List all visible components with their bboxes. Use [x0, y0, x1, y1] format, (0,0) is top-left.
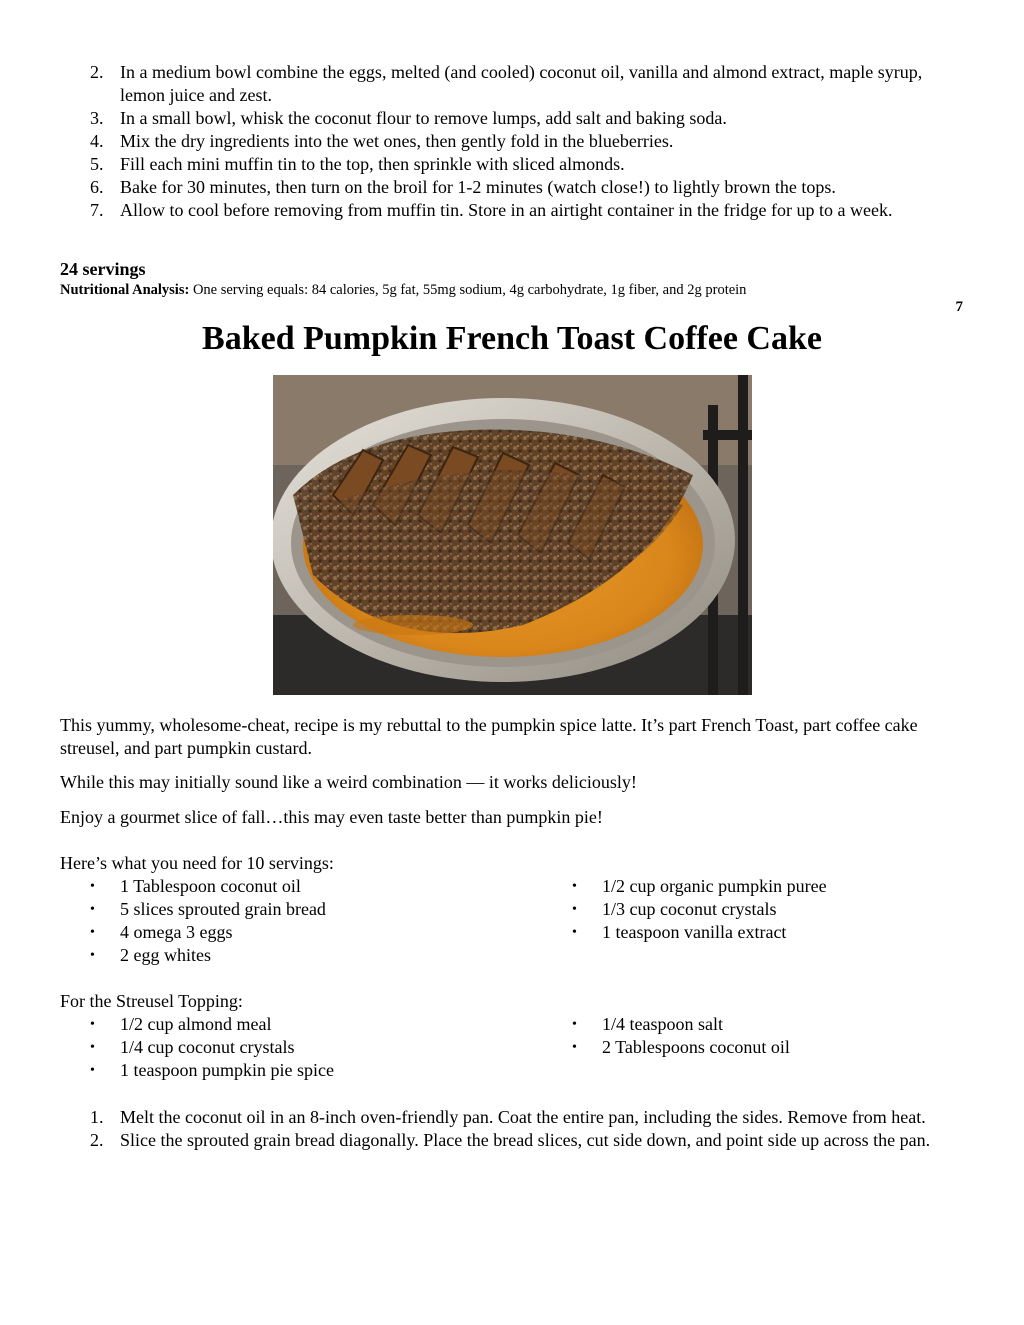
bullet-icon: •	[90, 948, 95, 963]
step-text: Mix the dry ingredients into the wet ones, then gently fold in the blueberries.	[120, 131, 674, 151]
step-text: Allow to cool before removing from muffin tin. Store in an airtight container in the fridge for up to a week.	[120, 200, 893, 220]
streusel-heading: For the Streusel Topping:	[60, 991, 243, 1011]
ingredients-heading: Here’s what you need for 10 servings:	[60, 853, 334, 873]
nutrition-label: Nutritional Analysis:	[60, 282, 190, 298]
streusel-item: • 1 teaspoon pumpkin pie spice	[90, 1060, 334, 1080]
step-text: Bake for 30 minutes, then turn on the broil for 1-2 minutes (watch close!) to lightly brown the tops.	[120, 177, 836, 197]
nutrition-text: One serving equals: 84 calories, 5g fat, 55mg sodium, 4g carbohydrate, 1g fiber, and 2g protein	[189, 282, 747, 298]
step-item: 7. Allow to cool before removing from muffin tin. Store in an airtight container in the fridge for up to a week.	[90, 200, 893, 220]
ingredient-item: • 1 teaspoon vanilla extract	[572, 922, 787, 942]
bullet-icon: •	[572, 902, 577, 917]
step-text: Melt the coconut oil in an 8-inch oven-friendly pan. Coat the entire pan, including the sides. Remove from heat.	[120, 1107, 926, 1127]
nutritional-analysis	[60, 281, 746, 299]
bullet-icon: •	[90, 925, 95, 940]
streusel-list	[60, 1013, 965, 1105]
streusel-item: • 1/4 cup coconut crystals	[90, 1037, 295, 1057]
intro-paragraph: This yummy, wholesome-cheat, recipe is my rebuttal to the pumpkin spice latte. It’s part French Toast, part coffee cake streusel, and part pumpkin custard.	[60, 715, 918, 758]
recipe-photo	[273, 375, 752, 695]
intro-paragraph: Enjoy a gourmet slice of fall…this may even taste better than pumpkin pie!	[60, 807, 603, 827]
step-item: 2. Slice the sprouted grain bread diagonally. Place the bread slices, cut side down, and point side up across the pan.	[90, 1130, 931, 1150]
method-steps-continued	[60, 61, 965, 222]
ingredient-item: • 4 omega 3 eggs	[90, 922, 233, 942]
step-item: 6. Bake for 30 minutes, then turn on the broil for 1-2 minutes (watch close!) to lightly brown the tops.	[90, 177, 836, 197]
step-text: In a medium bowl combine the eggs, melted (and cooled) coconut oil, vanilla and almond extract, maple syrup, lemon juice and zest.	[120, 62, 923, 105]
streusel-item: • 2 Tablespoons coconut oil	[572, 1037, 790, 1057]
step-item: 2. In a medium bowl combine the eggs, melted (and cooled) coconut oil, vanilla and almond extract, maple syrup, lemon juice and zest.	[90, 62, 923, 105]
bullet-icon: •	[90, 1017, 95, 1032]
intro-paragraph: While this may initially sound like a weird combination — it works deliciously!	[60, 772, 637, 792]
bullet-icon: •	[572, 925, 577, 940]
recipe-title: Baked Pumpkin French Toast Coffee Cake	[202, 320, 822, 357]
step-item: 4. Mix the dry ingredients into the wet ones, then gently fold in the blueberries.	[90, 131, 674, 151]
bullet-icon: •	[90, 1063, 95, 1078]
method-steps	[60, 1106, 965, 1152]
step-text: In a small bowl, whisk the coconut flour to remove lumps, add salt and baking soda.	[120, 108, 727, 128]
ingredient-item: • 5 slices sprouted grain bread	[90, 899, 326, 919]
bullet-icon: •	[572, 1040, 577, 1055]
step-item: 5. Fill each mini muffin tin to the top, then sprinkle with sliced almonds.	[90, 154, 625, 174]
step-item: 3. In a small bowl, whisk the coconut flour to remove lumps, add salt and baking soda.	[90, 108, 727, 128]
bullet-icon: •	[572, 1017, 577, 1032]
page-number: 7	[955, 299, 963, 315]
bullet-icon: •	[90, 902, 95, 917]
servings-count: 24 servings	[60, 259, 146, 279]
step-text: Slice the sprouted grain bread diagonally. Place the bread slices, cut side down, and point side up across the pan.	[120, 1130, 931, 1150]
streusel-item: • 1/4 teaspoon salt	[572, 1014, 723, 1034]
ingredient-item: • 1/2 cup organic pumpkin puree	[572, 876, 827, 896]
bullet-icon: •	[572, 879, 577, 894]
streusel-item: • 1/2 cup almond meal	[90, 1014, 272, 1034]
ingredient-item: • 1/3 cup coconut crystals	[572, 899, 777, 919]
ingredient-item: • 1 Tablespoon coconut oil	[90, 876, 301, 896]
ingredient-item: • 2 egg whites	[90, 945, 211, 965]
ingredients-list	[60, 875, 965, 967]
bullet-icon: •	[90, 879, 95, 894]
bullet-icon: •	[90, 1040, 95, 1055]
step-item: 1. Melt the coconut oil in an 8-inch oven-friendly pan. Coat the entire pan, including the sides. Remove from heat.	[90, 1107, 926, 1127]
step-text: Fill each mini muffin tin to the top, then sprinkle with sliced almonds.	[120, 154, 625, 174]
